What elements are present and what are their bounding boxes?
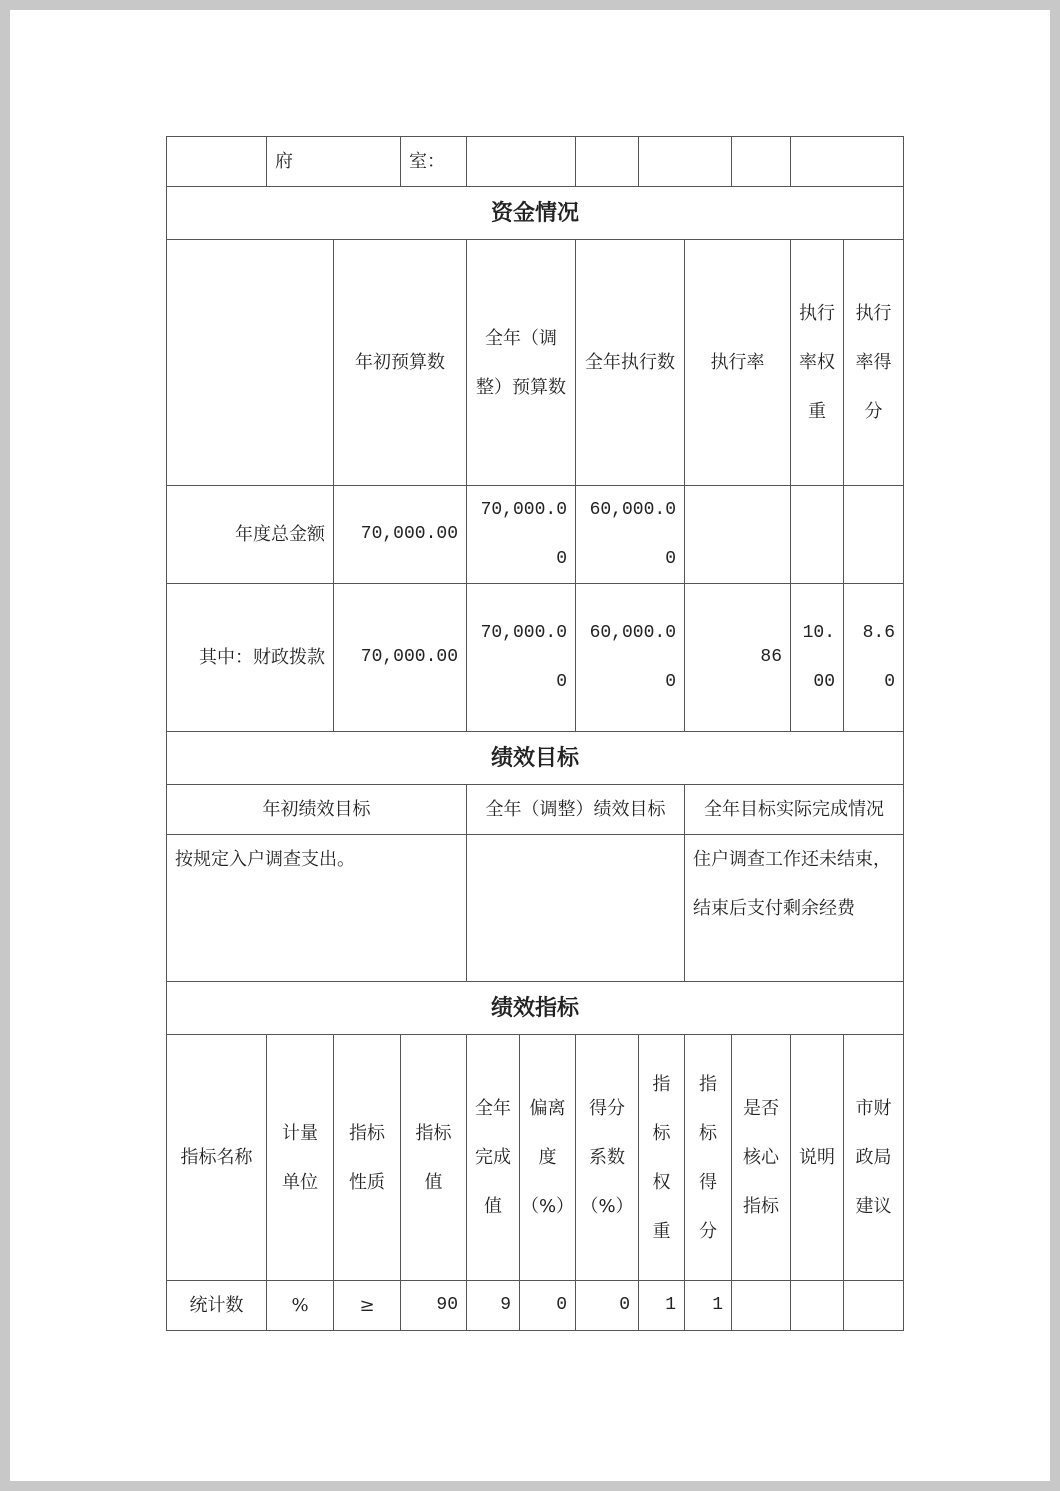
- indicator-cell: %: [266, 1280, 334, 1331]
- funds-header: 年初预算数: [333, 239, 467, 486]
- indicator-cell: 1: [638, 1280, 685, 1331]
- goals-header: 年初绩效目标: [166, 784, 467, 835]
- goals-header: 全年（调整）绩效目标: [466, 784, 685, 835]
- funds-header: 全年执行数: [575, 239, 685, 486]
- indicator-cell: 9: [466, 1280, 520, 1331]
- funds-initial-cell: 70,000.00: [333, 485, 467, 584]
- goals-header: 全年目标实际完成情况: [684, 784, 904, 835]
- indicator-header: 指标名称: [166, 1034, 267, 1281]
- funds-header: 执行率权重: [790, 239, 844, 486]
- funds-weight-cell: 10.00: [790, 583, 844, 732]
- indicator-header: 偏离度（%）: [519, 1034, 576, 1281]
- indicator-header: 指标值: [400, 1034, 467, 1281]
- empty-cell: [575, 136, 639, 187]
- funds-initial-cell: 70,000.00: [333, 583, 467, 732]
- cell-text: 室：: [400, 136, 467, 187]
- indicator-cell: ≥: [333, 1280, 401, 1331]
- empty-cell: [466, 136, 576, 187]
- funds-executed-cell: 60,000.00: [575, 485, 685, 584]
- funds-label-cell: 年度总金额: [166, 485, 334, 584]
- funds-label-cell: 其中：财政拨款: [166, 583, 334, 732]
- cell-text: 府: [266, 136, 401, 187]
- funds-score-cell: [843, 485, 904, 584]
- indicator-cell: 0: [519, 1280, 576, 1331]
- empty-cell: [731, 136, 791, 187]
- goal-adjusted-cell: [466, 834, 685, 982]
- indicator-header: 指标得分: [684, 1034, 732, 1281]
- funds-weight-cell: [790, 485, 844, 584]
- empty-cell: [166, 239, 334, 486]
- funds-header: 全年（调整）预算数: [466, 239, 576, 486]
- indicator-header: 说明: [790, 1034, 844, 1281]
- funds-executed-cell: 60,000.00: [575, 583, 685, 732]
- funds-rate-cell: [684, 485, 791, 584]
- funds-header: 执行率: [684, 239, 791, 486]
- funds-adjusted-cell: 70,000.00: [466, 485, 576, 584]
- indicator-header: 得分系数（%）: [575, 1034, 639, 1281]
- section-title-indicators: 绩效指标: [166, 981, 904, 1035]
- indicator-cell: 90: [400, 1280, 467, 1331]
- indicator-cell: [843, 1280, 904, 1331]
- empty-cell: [166, 136, 267, 187]
- indicator-header: 市财政局建议: [843, 1034, 904, 1281]
- section-title-goals: 绩效目标: [166, 731, 904, 785]
- indicator-cell: 0: [575, 1280, 639, 1331]
- indicator-header: 计量单位: [266, 1034, 334, 1281]
- indicator-header: 指标权重: [638, 1034, 685, 1281]
- section-title-funds: 资金情况: [166, 186, 904, 240]
- funds-score-cell: 8.60: [843, 583, 904, 732]
- indicator-cell: 统计数: [166, 1280, 267, 1331]
- funds-rate-cell: 86: [684, 583, 791, 732]
- indicator-header: 全年完成值: [466, 1034, 520, 1281]
- empty-cell: [790, 136, 904, 187]
- goal-initial-cell: 按规定入户调查支出。: [166, 834, 467, 982]
- funds-header: 执行率得分: [843, 239, 904, 486]
- indicator-cell: 1: [684, 1280, 732, 1331]
- indicator-cell: [731, 1280, 791, 1331]
- empty-cell: [638, 136, 732, 187]
- indicator-header: 指标性质: [333, 1034, 401, 1281]
- indicator-header: 是否核心指标: [731, 1034, 791, 1281]
- indicator-cell: [790, 1280, 844, 1331]
- goal-actual-cell: 住户调查工作还未结束，结束后支付剩余经费: [684, 834, 904, 982]
- funds-adjusted-cell: 70,000.00: [466, 583, 576, 732]
